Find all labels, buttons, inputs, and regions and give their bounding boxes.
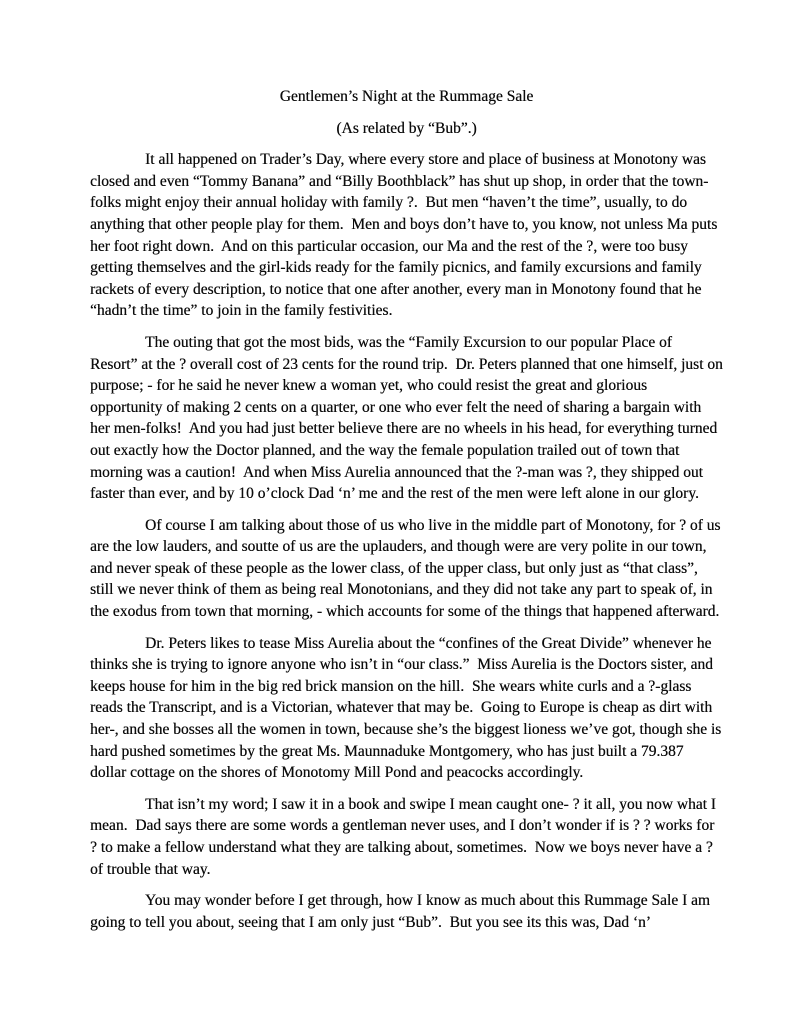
paragraph-5: That isn’t my word; I saw it in a book and swipe I mean caught one- ? it all, you now what I mean. Dad says there are some words a gentleman never uses, and I don’t wonder if is ? ? works for ? to make a fellow understand what they are talking about, sometimes. Now we boys never have a ? of trouble that way. xyxy=(90,795,720,878)
document-subtitle: (As related by “Bub”.) xyxy=(336,119,477,137)
paragraph-3: Of course I am talking about those of us who live in the middle part of Monotony, for ? of us are the low lauders, and soutte of us are the uplauders, and though were are very polite in our town, and never speak of these people as the lower class, of the upper class, but only just as “that class”, still we never think of them as being real Monotonians, and they did not take any part to speak of, in the exodus from town that morning, - which accounts for some of the things that happened afterward. xyxy=(90,516,725,621)
paragraph-6: You may wonder before I get through, how I know as much about this Rummage Sale I am going to tell you about, seeing that I am only just “Bub”. But you see its this was, Dad ‘n’ xyxy=(90,892,714,931)
paragraph-2: The outing that got the most bids, was the “Family Excursion to our popular Place of Resort” at the ? overall cost of 23 cents for the round trip. Dr. Peters planned that one himself, just on purpose; - for he said he never knew a woman yet, who could resist the great and glorious opportunity of making 2 cents on a quarter, or one who ever felt the need of sharing a bargain with her men-folks! And you had just better believe there are no wheels in his head, for everything turned out exactly how the Doctor planned, and the way the female population trailed out of town that morning was a caution! And when Miss Aurelia announced that the ?-man was ?, they shipped out faster than ever, and by 10 o’clock Dad ‘n’ me and the rest of the men were left alone in our glory. xyxy=(90,333,727,503)
document-title: Gentlemen’s Night at the Rummage Sale xyxy=(279,88,534,105)
paragraph-1: It all happened on Trader’s Day, where every store and place of business at Monotony was closed and even “Tommy Banana” and “Billy Boothblack” has shut up shop, in order that the town-folks might enjoy their annual holiday with family ?. But men “haven’t the time”, usually, to do anything that other people play for them. Men and boys don’t have to, you know, not unless Ma puts her foot right down. And on this particular occasion, our Ma and the rest of the ?, were too busy getting themselves and the girl-kids ready for the family picnics, and family excursions and family rackets of every description, to notice that one after another, every man in Monotony found that he “hadn’t the time” to join in the family festivities. xyxy=(90,151,722,320)
paragraph-4: Dr. Peters likes to tease Miss Aurelia about the “confines of the Great Divide” whenever he thinks she is trying to ignore anyone who isn’t in “our class.” Miss Aurelia is the Doctors sister, and keeps house for him in the big red brick mansion on the hill. She wears white curls and a ?-glass reads the Transcript, and is a Victorian, whatever that may be. Going to Europe is cheap as dirt with her-, and she bosses all the women in town, because she’s the biggest lioness we’ve got, though she is hard pushed sometimes by the great Ms. Maunnaduke Montgomery, who has just built a 79.387 dollar cottage on the shores of Monotomy Mill Pond and peacocks accordingly. xyxy=(90,634,726,782)
